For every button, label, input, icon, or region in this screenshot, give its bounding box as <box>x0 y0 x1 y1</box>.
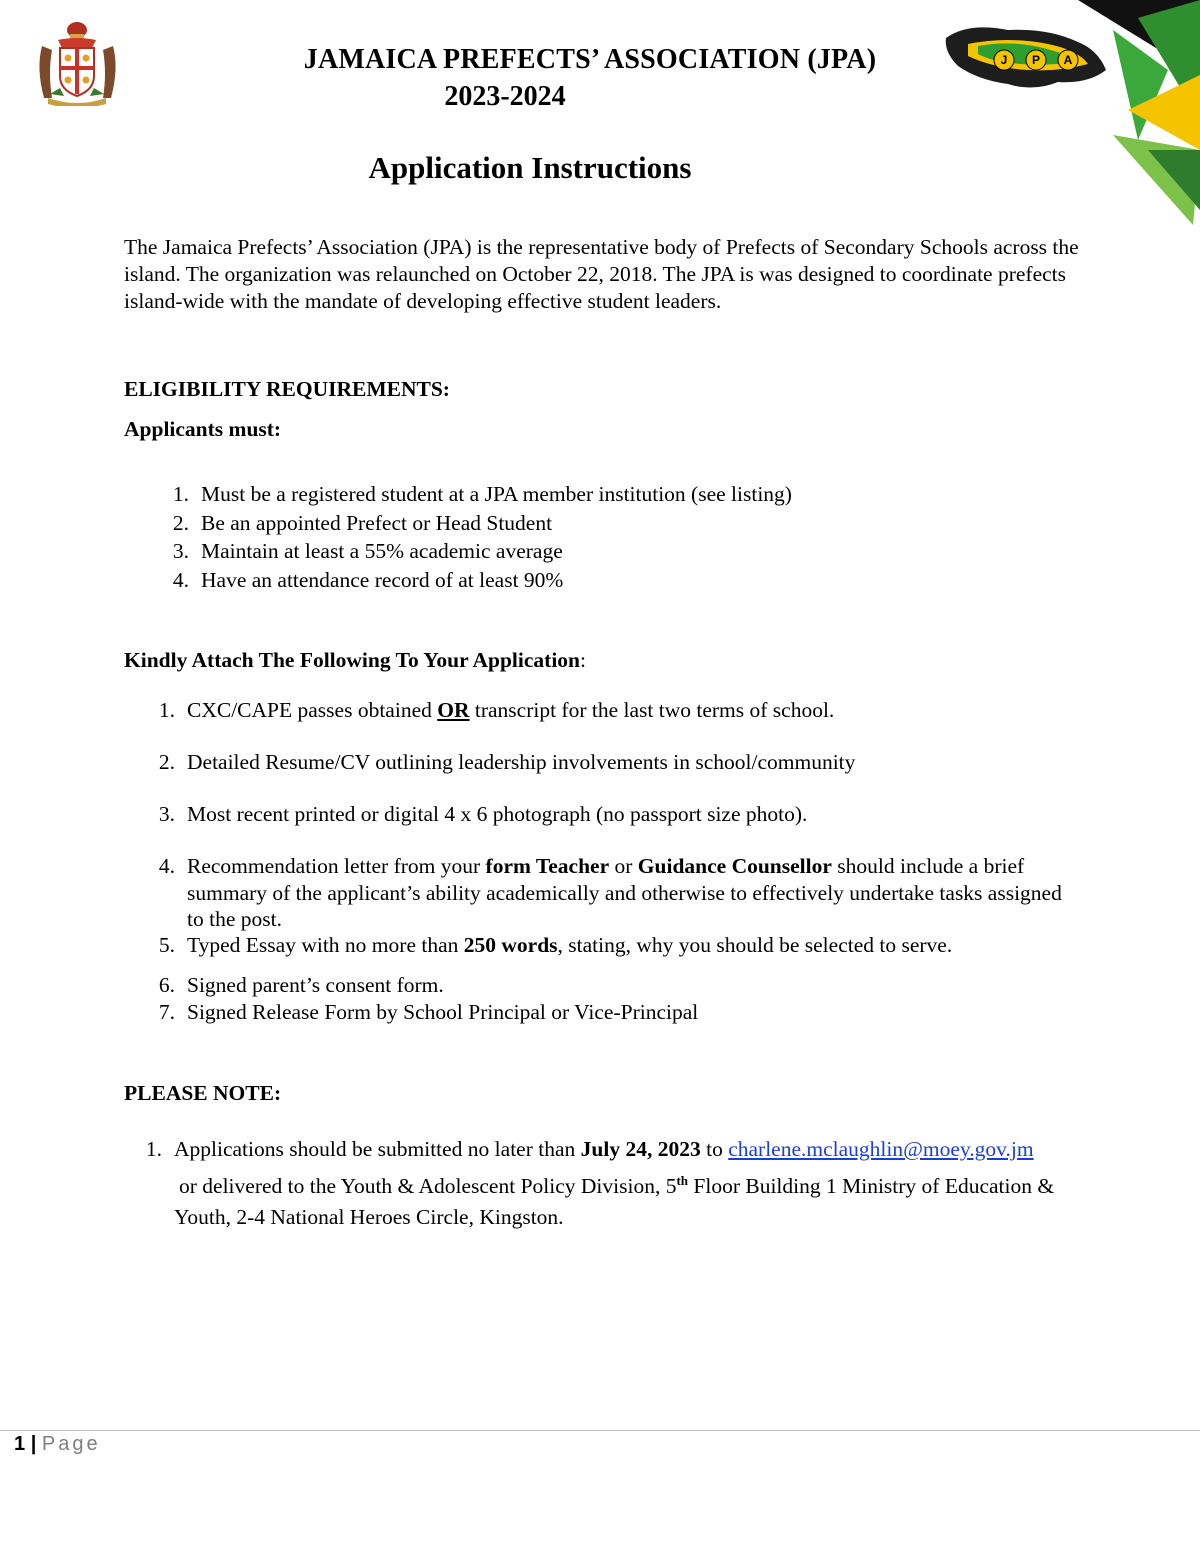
list-text: Be an appointed Prefect or Head Student <box>201 510 553 535</box>
list-item <box>158 853 1077 933</box>
attach-heading: Kindly Attach The Following To Your Application <box>124 648 581 672</box>
list-number: 5. <box>158 933 175 957</box>
list-number: 1. <box>158 698 175 722</box>
list-text: Signed Release Form by School Principal or Vice-Principal <box>187 1000 699 1024</box>
list-text: Most recent printed or digital 4 x 6 photograph (no passport size photo). <box>187 802 808 826</box>
list-item <box>158 972 1087 999</box>
footer-divider <box>0 1430 1200 1431</box>
list-item <box>158 749 1087 776</box>
ordinal-suffix: th <box>676 1173 689 1188</box>
attach-heading-row <box>124 648 586 673</box>
list-number: 4. <box>158 854 175 878</box>
svg-text:P: P <box>1031 53 1041 67</box>
list-number: 2. <box>172 510 189 535</box>
list-item <box>172 566 792 595</box>
list-text: transcript for the last two terms of school. <box>469 698 835 722</box>
list-item <box>158 932 1087 959</box>
list-text: , stating, why you should be selected to serve. <box>557 933 953 957</box>
list-text: Applications should be submitted no later than <box>174 1137 581 1161</box>
list-number: 1. <box>145 1137 162 1161</box>
eligibility-heading: ELIGIBILITY REQUIREMENTS: <box>124 377 450 401</box>
page-number: 1 <box>14 1433 26 1455</box>
list-item <box>172 509 792 538</box>
list-number: 1. <box>172 482 189 506</box>
footer-separator: | <box>30 1433 37 1455</box>
list-text: Have an attendance record of at least 90% <box>201 567 564 592</box>
note-list-item <box>145 1134 1164 1233</box>
list-text: or <box>609 854 638 878</box>
list-item <box>158 801 1087 828</box>
email-link[interactable]: charlene.mclaughlin@moey.gov.jm <box>728 1137 1034 1161</box>
list-number: 3. <box>172 539 189 563</box>
list-item <box>172 480 792 509</box>
list-number: 3. <box>158 802 175 826</box>
deadline-date: July 24, 2023 <box>580 1137 701 1161</box>
list-text: Maintain at least a 55% academic average <box>201 539 563 563</box>
list-text: CXC/CAPE passes obtained <box>187 698 438 722</box>
list-text: Signed parent’s consent form. <box>187 973 444 997</box>
list-item <box>172 537 792 566</box>
list-item <box>158 697 1087 724</box>
document-year: 2023-2024 <box>444 81 566 112</box>
page-footer <box>14 1433 101 1456</box>
list-text: Floor Building 1 Ministry of Education & <box>688 1174 1055 1199</box>
attach-heading-colon: : <box>580 648 586 672</box>
list-text: Detailed Resume/CV outlining leadership involvements in school/community <box>187 750 856 774</box>
list-text: Must be a registered student at a JPA member institution (see listing) <box>201 482 792 506</box>
applicants-subheading: Applicants must: <box>124 417 282 441</box>
document-title: JAMAICA PREFECTS’ ASSOCIATION (JPA) <box>303 44 877 75</box>
list-text: Typed Essay with no more than <box>187 933 464 957</box>
list-number: 2. <box>158 750 175 774</box>
intro-paragraph: The Jamaica Prefects’ Association (JPA) is the representative body of Prefects of Secondary Schools across the island. The organization was relaunched on October 22, 2018. The JPA is was designed to coordinate prefects island-wide with the mandate of developing effective student leaders. <box>124 235 1079 313</box>
or-emphasis: OR <box>437 698 470 722</box>
list-number: 6. <box>158 973 175 997</box>
svg-text:J: J <box>1000 53 1008 67</box>
list-text: to <box>700 1137 729 1161</box>
list-text: Recommendation letter from your <box>187 854 486 878</box>
list-number: 4. <box>172 567 189 592</box>
list-text: or delivered to the Youth & Adolescent Policy Division, 5 <box>179 1174 677 1199</box>
page-label: Page <box>41 1433 101 1455</box>
list-text: Youth, 2-4 National Heroes Circle, Kingston. <box>174 1205 564 1230</box>
eligibility-list <box>172 480 792 594</box>
svg-text:A: A <box>1063 53 1073 67</box>
form-teacher-emphasis: form Teacher <box>485 854 610 878</box>
list-item <box>158 999 1087 1026</box>
list-text: should include a brief summary of the applicant’s ability academically and otherwise to effectively undertake tasks assigned to the post. <box>187 854 1062 931</box>
guidance-counsellor-emphasis: Guidance Counsellor <box>637 854 832 878</box>
word-limit-emphasis: 250 words <box>463 933 558 957</box>
list-number: 7. <box>158 1000 175 1024</box>
please-note-heading: PLEASE NOTE: <box>124 1081 282 1105</box>
document-subtitle: Application Instructions <box>368 150 692 185</box>
